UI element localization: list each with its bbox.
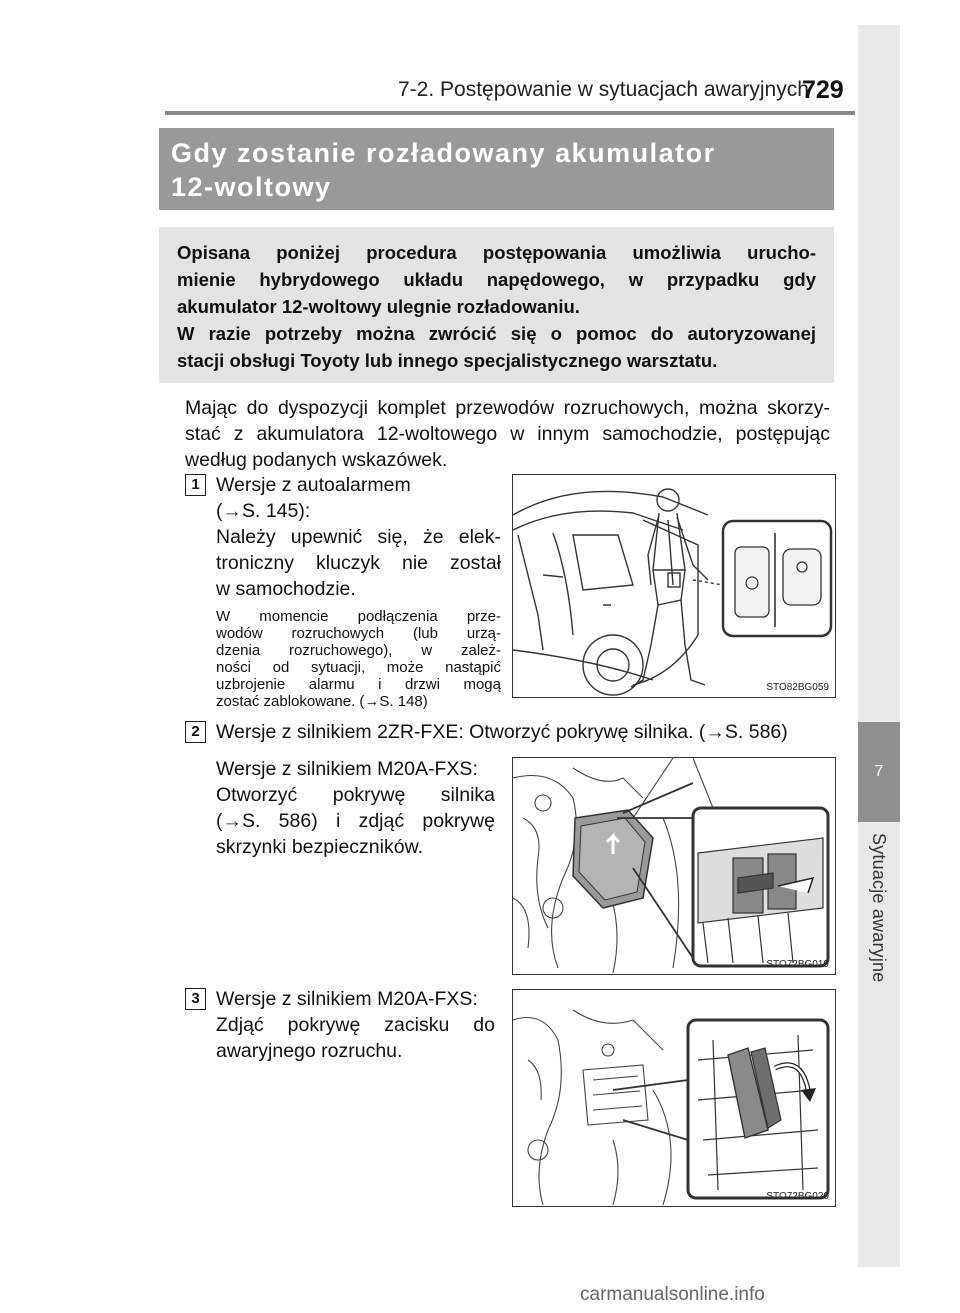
figure-code: STO72BG019 xyxy=(766,959,829,970)
fuse-box-illustration xyxy=(513,758,835,974)
chapter-side-tab xyxy=(858,25,900,1267)
step2-text: Wersje z silnikiem 2ZR-FXE: Otworzyć pokrywę silnika. (→S. 586) xyxy=(216,721,788,743)
step1-text: (→S. 145): xyxy=(216,500,311,522)
car-person-illustration xyxy=(513,475,835,697)
intro-line: Opisana poniżej procedura postępowania umożliwia urucho- xyxy=(177,242,816,263)
intro-line: akumulator 12-woltowy ulegnie rozładowaniu. xyxy=(177,296,580,317)
page-number: 729 xyxy=(802,76,844,104)
section-title-box xyxy=(159,128,834,210)
body-line: stać z akumulatora 12-woltowego w innym samochodzie, postępując xyxy=(185,423,830,445)
step-number-3: 3 xyxy=(185,988,206,1010)
figure-fuse-box-cover xyxy=(512,757,836,975)
step1-text: troniczny kluczyk nie został xyxy=(216,552,501,574)
step-number-2: 2 xyxy=(185,721,206,743)
header-section-title: 7-2. Postępowanie w sytuacjach awaryjnych xyxy=(398,78,809,101)
figure-jump-start-terminal xyxy=(512,989,836,1207)
step1-text: w samochodzie. xyxy=(216,578,356,600)
footer-watermark: carmanualsonline.info xyxy=(580,1284,765,1305)
terminal-cover-illustration xyxy=(513,990,835,1206)
step1-note: ności od sytuacji, może nastąpić xyxy=(216,659,501,676)
intro-box xyxy=(159,227,834,383)
intro-line: stacji obsługi Toyoty lub innego specjalistycznego warsztatu. xyxy=(177,350,718,371)
step3-text: Zdjąć pokrywę zacisku do xyxy=(216,1014,495,1036)
section-title-line-2: 12-woltowy xyxy=(171,172,332,202)
step2-text: Otworzyć pokrywę silnika xyxy=(216,784,495,806)
step1-note: W momencie podłączenia prze- xyxy=(216,608,501,625)
step1-note: uzbrojenie alarmu i drzwi mogą xyxy=(216,676,501,693)
step1-text: Należy upewnić się, że elek- xyxy=(216,526,501,548)
step-number-1: 1 xyxy=(185,474,206,496)
step1-note: zostać zablokowane. (→S. 148) xyxy=(216,693,428,710)
intro-line: W razie potrzeby można zwrócić się o pomoc do autoryzowanej xyxy=(177,323,816,344)
step2-text: (→S. 586) i zdjąć pokrywę xyxy=(216,810,495,832)
step2-text: Wersje z silnikiem M20A-FXS: xyxy=(216,758,478,780)
chapter-number: 7 xyxy=(874,763,884,780)
chapter-title: Sytuacje awaryjne xyxy=(869,833,889,983)
step1-note: wodów rozruchowych (lub urzą- xyxy=(216,625,501,642)
step1-note: dzenia rozruchowego), w zależ- xyxy=(216,642,501,659)
header-divider xyxy=(165,111,855,115)
step3-text: Wersje z silnikiem M20A-FXS: xyxy=(216,988,478,1010)
body-line: Mając do dyspozycji komplet przewodów rozruchowych, można skorzy- xyxy=(185,397,830,419)
section-title-line-1: Gdy zostanie rozładowany akumulator xyxy=(171,138,716,168)
step3-text: awaryjnego rozruchu. xyxy=(216,1040,403,1062)
intro-line: mienie hybrydowego układu napędowego, w przypadku gdy xyxy=(177,269,816,290)
step1-text: Wersje z autoalarmem xyxy=(216,474,411,496)
step2-text: skrzynki bezpieczników. xyxy=(216,836,423,858)
body-line: według podanych wskazówek. xyxy=(185,449,448,471)
figure-code: STO82BG059 xyxy=(766,682,829,693)
figure-code: STO72BG020 xyxy=(766,1191,829,1202)
figure-smart-key-car xyxy=(512,474,836,698)
